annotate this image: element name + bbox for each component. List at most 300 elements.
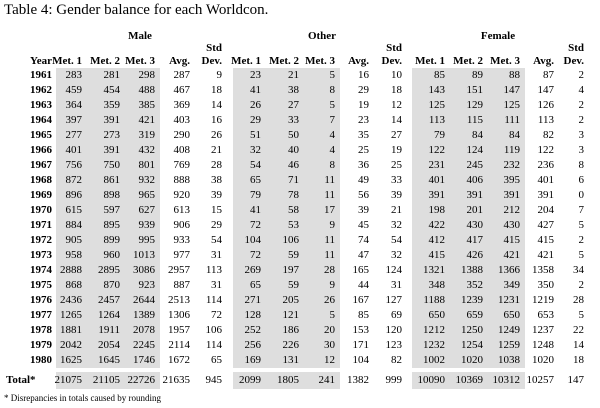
female-met2-cell: 391 xyxy=(466,189,483,201)
other-met1-cell: 51 xyxy=(250,129,261,141)
header-male-std-bottom: Dev. xyxy=(201,55,222,67)
female-std-bottom-cell: 5 xyxy=(578,309,584,321)
table-row xyxy=(0,323,600,338)
male-met2-cell: 861 xyxy=(103,174,120,186)
male-met1-cell: 615 xyxy=(65,204,82,216)
male-avg-cell: 369 xyxy=(173,99,190,111)
other-met2-cell: 197 xyxy=(282,264,299,276)
male-met3-cell: 801 xyxy=(138,159,155,171)
other-met1-cell: 65 xyxy=(250,174,261,186)
other-std-bottom-cell: 127 xyxy=(385,294,402,306)
total-male-std-bottom-cell: 945 xyxy=(205,374,222,386)
male-std-bottom-cell: 113 xyxy=(205,264,222,276)
female-std-bottom-cell: 2 xyxy=(578,69,584,81)
female-met1-cell: 401 xyxy=(428,174,445,186)
female-avg-cell: 236 xyxy=(537,159,554,171)
other-met3-cell: 5 xyxy=(329,99,335,111)
other-met3-cell: 11 xyxy=(324,234,335,246)
female-std-bottom-cell: 5 xyxy=(578,249,584,261)
table-row xyxy=(0,278,600,293)
male-avg-cell: 906 xyxy=(173,219,190,231)
male-met2-cell: 2457 xyxy=(98,294,120,306)
female-met2-cell: 201 xyxy=(466,204,483,216)
total-female-met1-cell: 10090 xyxy=(417,374,445,386)
female-std-bottom-cell: 2 xyxy=(578,234,584,246)
table-row xyxy=(0,353,600,368)
male-met3-cell: 2245 xyxy=(133,339,155,351)
other-met2-cell: 53 xyxy=(288,219,299,231)
female-met1-cell: 198 xyxy=(428,204,445,216)
female-met3-cell: 650 xyxy=(503,309,520,321)
female-met3-cell: 391 xyxy=(503,189,520,201)
male-std-bottom-cell: 16 xyxy=(211,114,222,126)
year-cell: 1971 xyxy=(30,219,52,231)
female-avg-cell: 1237 xyxy=(532,324,554,336)
male-met1-cell: 397 xyxy=(65,114,82,126)
other-met3-cell: 11 xyxy=(324,174,335,186)
group-female: Female xyxy=(480,30,516,42)
total-female-std-bottom-cell: 147 xyxy=(567,374,584,386)
header-other-met3: Met. 3 xyxy=(305,55,335,67)
other-met1-cell: 169 xyxy=(244,354,261,366)
other-met2-cell: 38 xyxy=(288,84,299,96)
other-met1-cell: 41 xyxy=(250,204,261,216)
male-avg-cell: 1957 xyxy=(168,324,190,336)
year-cell: 1976 xyxy=(30,294,52,306)
header-female-met3: Met. 3 xyxy=(490,55,520,67)
table-row xyxy=(0,248,600,263)
total-other-met2-cell: 1805 xyxy=(277,374,299,386)
other-avg-cell: 165 xyxy=(352,264,369,276)
total-label: Total* xyxy=(6,374,36,386)
female-met3-cell: 349 xyxy=(503,279,520,291)
female-met2-cell: 115 xyxy=(466,114,483,126)
other-met2-cell: 58 xyxy=(288,204,299,216)
female-avg-cell: 653 xyxy=(537,309,554,321)
other-avg-cell: 45 xyxy=(358,219,369,231)
other-met3-cell: 12 xyxy=(324,354,335,366)
other-met1-cell: 72 xyxy=(250,249,261,261)
female-avg-cell: 1219 xyxy=(532,294,554,306)
female-met1-cell: 125 xyxy=(428,99,445,111)
female-std-bottom-cell: 18 xyxy=(573,354,584,366)
female-avg-cell: 401 xyxy=(537,174,554,186)
other-std-bottom-cell: 120 xyxy=(385,324,402,336)
other-avg-cell: 153 xyxy=(352,324,369,336)
female-met1-cell: 1321 xyxy=(423,264,445,276)
other-met1-cell: 256 xyxy=(244,339,261,351)
male-met2-cell: 454 xyxy=(103,84,120,96)
female-met3-cell: 421 xyxy=(503,249,520,261)
male-avg-cell: 888 xyxy=(173,174,190,186)
other-met2-cell: 46 xyxy=(288,159,299,171)
other-met1-cell: 128 xyxy=(244,309,261,321)
other-avg-cell: 104 xyxy=(352,354,369,366)
other-met1-cell: 104 xyxy=(244,234,261,246)
male-met3-cell: 1746 xyxy=(133,354,155,366)
female-met1-cell: 79 xyxy=(434,129,445,141)
other-met3-cell: 8 xyxy=(329,159,335,171)
header-male-met3: Met. 3 xyxy=(125,55,155,67)
female-std-bottom-cell: 4 xyxy=(578,84,584,96)
male-met2-cell: 1645 xyxy=(98,354,120,366)
other-avg-cell: 23 xyxy=(358,114,369,126)
header-other-met1: Met. 1 xyxy=(231,55,261,67)
male-met3-cell: 1013 xyxy=(133,249,155,261)
other-std-bottom-cell: 25 xyxy=(391,159,402,171)
header-male-avg: Avg. xyxy=(169,55,190,67)
male-met2-cell: 1911 xyxy=(98,324,120,336)
male-std-bottom-cell: 54 xyxy=(211,234,222,246)
female-met2-cell: 129 xyxy=(466,99,483,111)
male-met1-cell: 364 xyxy=(65,99,82,111)
female-met1-cell: 122 xyxy=(428,144,445,156)
female-std-bottom-cell: 5 xyxy=(578,219,584,231)
table-row xyxy=(0,188,600,203)
male-met2-cell: 391 xyxy=(103,144,120,156)
other-met2-cell: 50 xyxy=(288,129,299,141)
header-female-avg: Avg. xyxy=(533,55,554,67)
female-met2-cell: 417 xyxy=(466,234,483,246)
male-std-bottom-cell: 72 xyxy=(211,309,222,321)
other-met1-cell: 65 xyxy=(250,279,261,291)
male-met3-cell: 3086 xyxy=(133,264,155,276)
total-female-met2-cell: 10369 xyxy=(455,374,483,386)
male-std-bottom-cell: 21 xyxy=(211,144,222,156)
other-avg-cell: 36 xyxy=(358,159,369,171)
male-met3-cell: 298 xyxy=(138,69,155,81)
female-met2-cell: 352 xyxy=(466,279,483,291)
male-met2-cell: 870 xyxy=(103,279,120,291)
other-met2-cell: 78 xyxy=(288,189,299,201)
other-std-bottom-cell: 32 xyxy=(391,249,402,261)
male-met2-cell: 750 xyxy=(103,159,120,171)
table-row xyxy=(0,83,600,98)
group-other: Other xyxy=(307,30,337,42)
female-avg-cell: 391 xyxy=(537,189,554,201)
female-met1-cell: 348 xyxy=(428,279,445,291)
male-avg-cell: 933 xyxy=(173,234,190,246)
female-met1-cell: 113 xyxy=(428,114,445,126)
male-met3-cell: 488 xyxy=(138,84,155,96)
other-avg-cell: 171 xyxy=(352,339,369,351)
male-std-bottom-cell: 26 xyxy=(211,129,222,141)
female-std-bottom-cell: 8 xyxy=(578,159,584,171)
other-met3-cell: 17 xyxy=(324,204,335,216)
male-std-bottom-cell: 114 xyxy=(205,294,222,306)
male-met3-cell: 421 xyxy=(138,114,155,126)
other-met1-cell: 29 xyxy=(250,114,261,126)
other-met2-cell: 27 xyxy=(288,99,299,111)
other-met3-cell: 5 xyxy=(329,309,335,321)
other-met3-cell: 9 xyxy=(329,279,335,291)
total-row-cells xyxy=(0,373,600,388)
male-met3-cell: 2644 xyxy=(133,294,155,306)
other-met2-cell: 33 xyxy=(288,114,299,126)
male-std-bottom-cell: 9 xyxy=(216,69,222,81)
male-met3-cell: 319 xyxy=(138,129,155,141)
male-avg-cell: 1306 xyxy=(168,309,190,321)
other-met3-cell: 28 xyxy=(324,264,335,276)
male-avg-cell: 769 xyxy=(173,159,190,171)
female-avg-cell: 147 xyxy=(537,84,554,96)
male-met3-cell: 432 xyxy=(138,144,155,156)
other-avg-cell: 47 xyxy=(358,249,369,261)
header-female-std-bottom: Dev. xyxy=(563,55,584,67)
female-met3-cell: 430 xyxy=(503,219,520,231)
other-met2-cell: 59 xyxy=(288,279,299,291)
female-met3-cell: 415 xyxy=(503,234,520,246)
other-std-bottom-cell: 39 xyxy=(391,189,402,201)
female-met2-cell: 124 xyxy=(466,144,483,156)
male-avg-cell: 2513 xyxy=(168,294,190,306)
footnote: * Disrepancies in totals caused by rounding xyxy=(4,393,161,403)
other-std-bottom-cell: 54 xyxy=(391,234,402,246)
other-avg-cell: 16 xyxy=(358,69,369,81)
table-row xyxy=(0,158,600,173)
male-met1-cell: 2888 xyxy=(60,264,82,276)
female-std-bottom-cell: 6 xyxy=(578,174,584,186)
other-met3-cell: 5 xyxy=(329,69,335,81)
female-avg-cell: 204 xyxy=(537,204,554,216)
male-avg-cell: 920 xyxy=(173,189,190,201)
header-other-std-bottom: Dev. xyxy=(381,55,402,67)
male-met2-cell: 597 xyxy=(103,204,120,216)
male-met3-cell: 995 xyxy=(138,234,155,246)
male-std-bottom-cell: 14 xyxy=(211,99,222,111)
other-avg-cell: 85 xyxy=(358,309,369,321)
other-std-bottom-cell: 10 xyxy=(391,69,402,81)
total-male-met1-cell: 21075 xyxy=(54,374,82,386)
female-met1-cell: 1002 xyxy=(423,354,445,366)
male-met2-cell: 281 xyxy=(103,69,120,81)
female-met3-cell: 84 xyxy=(509,129,520,141)
male-met1-cell: 1625 xyxy=(60,354,82,366)
male-std-bottom-cell: 28 xyxy=(211,159,222,171)
female-std-bottom-cell: 14 xyxy=(573,339,584,351)
male-met2-cell: 960 xyxy=(103,249,120,261)
total-other-met3-cell: 241 xyxy=(318,374,335,386)
male-met3-cell: 932 xyxy=(138,174,155,186)
other-met3-cell: 8 xyxy=(329,84,335,96)
female-avg-cell: 122 xyxy=(537,144,554,156)
female-avg-cell: 350 xyxy=(537,279,554,291)
year-cell: 1975 xyxy=(30,279,52,291)
male-std-bottom-cell: 39 xyxy=(211,189,222,201)
female-met2-cell: 1388 xyxy=(461,264,483,276)
male-met3-cell: 965 xyxy=(138,189,155,201)
other-met1-cell: 23 xyxy=(250,69,261,81)
other-met2-cell: 59 xyxy=(288,249,299,261)
other-met3-cell: 4 xyxy=(329,144,335,156)
std-top-male: Std xyxy=(206,42,222,54)
other-met1-cell: 269 xyxy=(244,264,261,276)
male-met3-cell: 939 xyxy=(138,219,155,231)
female-std-bottom-cell: 28 xyxy=(573,294,584,306)
male-avg-cell: 1672 xyxy=(168,354,190,366)
total-other-avg-cell: 1382 xyxy=(347,374,369,386)
other-met3-cell: 26 xyxy=(324,294,335,306)
year-cell: 1979 xyxy=(30,339,52,351)
female-std-bottom-cell: 0 xyxy=(578,189,584,201)
other-avg-cell: 56 xyxy=(358,189,369,201)
other-std-bottom-cell: 82 xyxy=(391,354,402,366)
female-avg-cell: 1248 xyxy=(532,339,554,351)
female-met2-cell: 1239 xyxy=(461,294,483,306)
other-met3-cell: 11 xyxy=(324,249,335,261)
male-avg-cell: 887 xyxy=(173,279,190,291)
year-cell: 1973 xyxy=(30,249,52,261)
other-avg-cell: 39 xyxy=(358,204,369,216)
female-met3-cell: 1249 xyxy=(498,324,520,336)
other-std-bottom-cell: 69 xyxy=(391,309,402,321)
table-row xyxy=(0,128,600,143)
female-avg-cell: 113 xyxy=(537,114,554,126)
female-met1-cell: 85 xyxy=(434,69,445,81)
male-met3-cell: 923 xyxy=(138,279,155,291)
female-met2-cell: 426 xyxy=(466,249,483,261)
other-std-bottom-cell: 14 xyxy=(391,114,402,126)
male-met2-cell: 273 xyxy=(103,129,120,141)
table-row xyxy=(0,173,600,188)
year-cell: 1962 xyxy=(30,84,52,96)
other-avg-cell: 49 xyxy=(358,174,369,186)
male-avg-cell: 408 xyxy=(173,144,190,156)
table-row xyxy=(0,218,600,233)
female-avg-cell: 87 xyxy=(543,69,554,81)
male-met2-cell: 899 xyxy=(103,234,120,246)
male-met1-cell: 868 xyxy=(65,279,82,291)
female-met1-cell: 143 xyxy=(428,84,445,96)
female-met3-cell: 1259 xyxy=(498,339,520,351)
male-met3-cell: 627 xyxy=(138,204,155,216)
male-met3-cell: 385 xyxy=(138,99,155,111)
male-avg-cell: 613 xyxy=(173,204,190,216)
year-cell: 1961 xyxy=(30,69,52,81)
other-met1-cell: 54 xyxy=(250,159,261,171)
female-met2-cell: 430 xyxy=(466,219,483,231)
std-top-other: Std xyxy=(386,42,402,54)
other-met2-cell: 21 xyxy=(288,69,299,81)
female-avg-cell: 1358 xyxy=(532,264,554,276)
female-met1-cell: 1188 xyxy=(423,294,445,306)
male-std-bottom-cell: 15 xyxy=(211,204,222,216)
male-std-bottom-cell: 31 xyxy=(211,249,222,261)
year-cell: 1966 xyxy=(30,144,52,156)
year-cell: 1974 xyxy=(30,264,52,276)
year-cell: 1964 xyxy=(30,114,52,126)
header-other-avg: Avg. xyxy=(348,55,369,67)
male-avg-cell: 290 xyxy=(173,129,190,141)
year-cell: 1967 xyxy=(30,159,52,171)
other-met2-cell: 40 xyxy=(288,144,299,156)
female-std-bottom-cell: 22 xyxy=(573,324,584,336)
male-avg-cell: 2114 xyxy=(168,339,190,351)
year-cell: 1968 xyxy=(30,174,52,186)
female-std-bottom-cell: 3 xyxy=(578,144,584,156)
other-std-bottom-cell: 27 xyxy=(391,129,402,141)
female-std-bottom-cell: 2 xyxy=(578,114,584,126)
male-met1-cell: 884 xyxy=(65,219,82,231)
male-std-bottom-cell: 18 xyxy=(211,84,222,96)
female-met2-cell: 89 xyxy=(472,69,483,81)
other-met1-cell: 252 xyxy=(244,324,261,336)
other-met2-cell: 131 xyxy=(282,354,299,366)
male-avg-cell: 2957 xyxy=(168,264,190,276)
female-met3-cell: 1366 xyxy=(498,264,520,276)
other-std-bottom-cell: 18 xyxy=(391,84,402,96)
female-avg-cell: 415 xyxy=(537,234,554,246)
male-std-bottom-cell: 65 xyxy=(211,354,222,366)
male-met3-cell: 2078 xyxy=(133,324,155,336)
other-std-bottom-cell: 31 xyxy=(391,279,402,291)
female-met2-cell: 245 xyxy=(466,159,483,171)
other-met3-cell: 11 xyxy=(324,189,335,201)
male-met1-cell: 2436 xyxy=(60,294,82,306)
other-met3-cell: 20 xyxy=(324,324,335,336)
female-met3-cell: 1231 xyxy=(498,294,520,306)
male-met1-cell: 277 xyxy=(65,129,82,141)
other-met3-cell: 30 xyxy=(324,339,335,351)
male-met2-cell: 2895 xyxy=(98,264,120,276)
other-met1-cell: 32 xyxy=(250,144,261,156)
total-female-met3-cell: 10312 xyxy=(492,374,520,386)
male-met1-cell: 756 xyxy=(65,159,82,171)
female-met1-cell: 1212 xyxy=(423,324,445,336)
female-met1-cell: 415 xyxy=(428,249,445,261)
male-met2-cell: 391 xyxy=(103,114,120,126)
table-row xyxy=(0,263,600,278)
male-met1-cell: 872 xyxy=(65,174,82,186)
male-std-bottom-cell: 114 xyxy=(205,339,222,351)
male-avg-cell: 467 xyxy=(173,84,190,96)
male-met2-cell: 359 xyxy=(103,99,120,111)
female-met2-cell: 1020 xyxy=(461,354,483,366)
female-met3-cell: 147 xyxy=(503,84,520,96)
year-cell: 1965 xyxy=(30,129,52,141)
male-avg-cell: 977 xyxy=(173,249,190,261)
female-met1-cell: 231 xyxy=(428,159,445,171)
table-row xyxy=(0,308,600,323)
female-avg-cell: 427 xyxy=(537,219,554,231)
table-row xyxy=(0,233,600,248)
female-met2-cell: 406 xyxy=(466,174,483,186)
male-met1-cell: 459 xyxy=(65,84,82,96)
table-row xyxy=(0,203,600,218)
female-met1-cell: 412 xyxy=(428,234,445,246)
other-met2-cell: 121 xyxy=(282,309,299,321)
male-met2-cell: 2054 xyxy=(98,339,120,351)
header-other-met2: Met. 2 xyxy=(269,55,299,67)
male-met1-cell: 896 xyxy=(65,189,82,201)
female-met2-cell: 151 xyxy=(466,84,483,96)
other-met1-cell: 271 xyxy=(244,294,261,306)
header-female-met1: Met. 1 xyxy=(415,55,445,67)
std-top-female: Std xyxy=(568,42,584,54)
other-met3-cell: 4 xyxy=(329,129,335,141)
year-cell: 1972 xyxy=(30,234,52,246)
group-male: Male xyxy=(128,30,152,42)
male-met1-cell: 1265 xyxy=(60,309,82,321)
other-met3-cell: 9 xyxy=(329,219,335,231)
female-met1-cell: 1232 xyxy=(423,339,445,351)
total-male-met2-cell: 21105 xyxy=(92,374,120,386)
male-met1-cell: 1881 xyxy=(60,324,82,336)
female-met3-cell: 125 xyxy=(503,99,520,111)
other-avg-cell: 167 xyxy=(352,294,369,306)
total-female-avg-cell: 10257 xyxy=(526,374,554,386)
other-avg-cell: 25 xyxy=(358,144,369,156)
